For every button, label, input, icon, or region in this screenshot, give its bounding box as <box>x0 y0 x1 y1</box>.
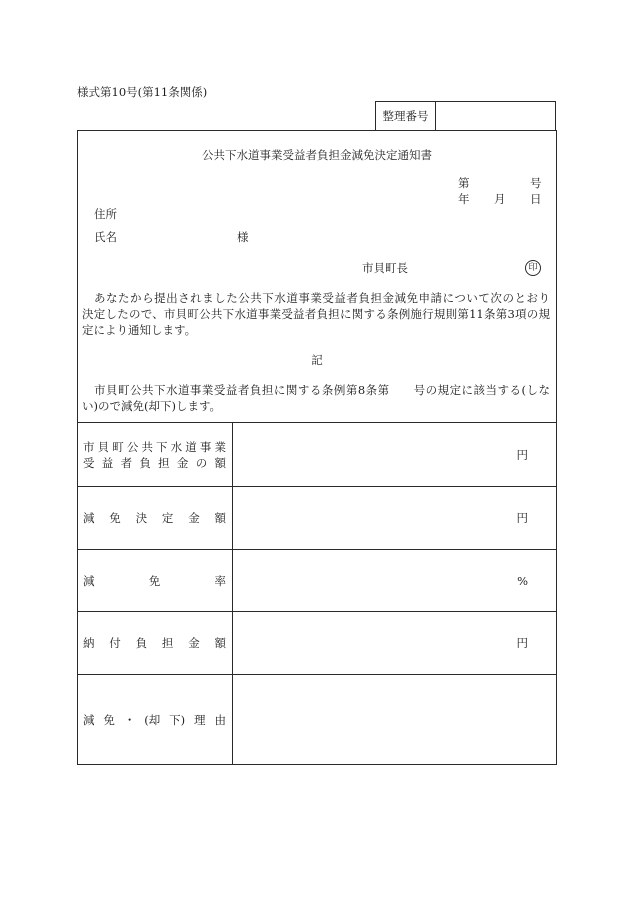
row-value <box>233 487 556 549</box>
ki-heading: 記 <box>311 353 323 367</box>
reference-number-value <box>436 102 555 130</box>
row-label-line: 減 免 決 定 金 額 <box>83 511 226 525</box>
row-label-line: 受 益 者 負 担 金 の 額 <box>83 455 226 470</box>
body-line-3: 定により通知します。 <box>82 323 197 337</box>
row-value <box>233 550 556 611</box>
reference-number-box <box>375 101 556 130</box>
row-value <box>233 675 556 764</box>
date-month: 月 <box>494 192 506 206</box>
amount-table <box>78 422 556 764</box>
unit-label: % <box>517 573 528 588</box>
row-label-line: 市 貝 町 公 共 下 水 道 事 業 <box>83 439 226 454</box>
table-row <box>78 486 556 549</box>
table-row <box>78 611 556 674</box>
row-label <box>78 423 233 486</box>
table-row <box>78 422 556 486</box>
date-year: 年 <box>458 192 470 206</box>
notice-title: 公共下水道事業受益者負担金減免決定通知書 <box>202 148 432 162</box>
body-line-1: あなたから提出されました公共下水道事業受益者負担金減免申請について次のとおり <box>94 291 550 305</box>
address-label: 住所 <box>94 207 117 221</box>
table-row <box>78 674 556 764</box>
table-row <box>78 549 556 611</box>
notice-form <box>77 130 557 765</box>
issuer-title: 市貝町長 <box>362 261 408 275</box>
seal-mark: 印 <box>525 260 541 276</box>
row-label <box>78 675 233 764</box>
reference-number-label: 整理番号 <box>376 102 436 130</box>
row-label <box>78 612 233 674</box>
notice-number-prefix: 第 <box>458 176 470 190</box>
unit-label: 円 <box>516 636 528 650</box>
row-label <box>78 550 233 611</box>
decision-line-1: 市貝町公共下水道事業受益者負担に関する条例第8条第 号の規定に該当する(しな <box>94 383 550 397</box>
row-value <box>233 423 556 486</box>
row-label-line: 納 付 負 担 金 額 <box>83 636 226 650</box>
name-label: 氏名 <box>94 230 117 244</box>
row-value <box>233 612 556 674</box>
decision-line-2: い)ので減免(却下)します。 <box>82 399 222 413</box>
row-label <box>78 487 233 549</box>
unit-label: 円 <box>516 447 528 462</box>
honorific: 様 <box>237 230 249 244</box>
unit-label: 円 <box>516 511 528 525</box>
date-day: 日 <box>530 192 542 206</box>
row-label-line: 減 免 率 <box>83 573 226 588</box>
row-label-line: 減 免 ・ (却 下) 理 由 <box>83 712 226 727</box>
notice-number-suffix: 号 <box>530 176 542 190</box>
form-number: 様式第10号(第11条関係) <box>77 85 208 99</box>
body-line-2: 決定したので、市貝町公共下水道事業受益者負担に関する条例施行規則第11条第3項の規 <box>82 307 550 321</box>
